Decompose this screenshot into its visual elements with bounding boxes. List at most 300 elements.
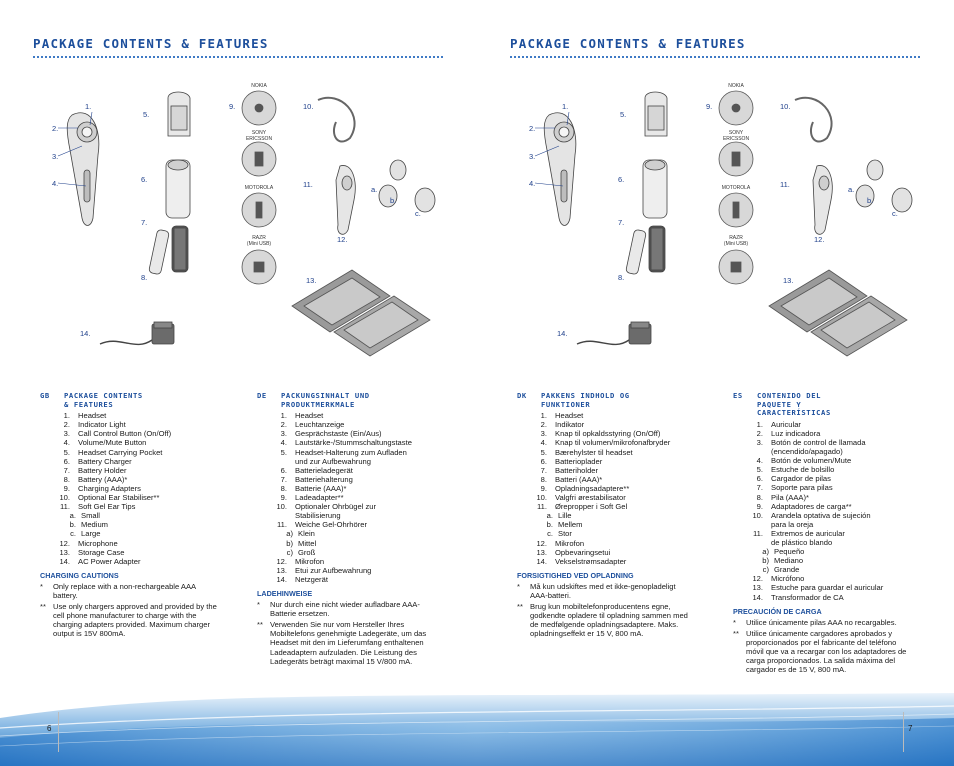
callout-7: 7. [141, 218, 148, 227]
item-text: Indikator [555, 420, 585, 430]
item-number: 13. [59, 547, 70, 557]
list-item [257, 566, 467, 575]
section-title: PACKUNGSINHALT UND PRODUKTMERKMALE [281, 391, 370, 409]
callout-a: a. [371, 185, 378, 194]
callout-6: 6. [618, 175, 625, 184]
item-number: 10. [59, 493, 70, 503]
adapter-label-sony: SONY ERICSSON [722, 130, 750, 142]
contents-list [40, 411, 235, 566]
list-item [733, 474, 945, 483]
list-subitem [40, 529, 235, 538]
list-item [517, 429, 717, 438]
list-item [517, 466, 717, 475]
list-item [733, 583, 945, 592]
item-number: 8. [63, 474, 70, 484]
item-number: 1. [280, 411, 287, 421]
list-item [257, 448, 467, 466]
item-text: Headset-Halterung zum Aufladen und zur Aufbewahrung [295, 447, 407, 466]
callout-c: c. [415, 209, 421, 218]
list-item [257, 411, 467, 420]
list-item [257, 575, 467, 584]
item-text: Knap til volumen/mikrofonafbryder [555, 438, 671, 448]
item-text: Storage Case [78, 547, 125, 557]
item-text: Knap til opkaldsstyring (On/Off) [555, 429, 661, 439]
item-number: 8. [756, 492, 763, 502]
callout-3: 3. [529, 152, 536, 161]
adapter-label-razr: RAZR (Mini USB) [723, 235, 749, 247]
item-text: Adaptadores de carga** [771, 501, 852, 511]
contents-list [517, 411, 717, 566]
item-number: c. [547, 529, 553, 539]
item-number: 12. [536, 538, 547, 548]
item-number: 4. [756, 456, 763, 466]
list-item [40, 420, 235, 429]
list-item [40, 429, 235, 438]
item-text: Klein [298, 529, 315, 539]
footnote-text: Verwenden Sie nur vom Hersteller Ihres Mobiltelefons genehmigte Ladegeräte, um das Headset mit den im Lieferumfang enthaltenen Ladeadaptern aufzuladen. Die Leistung des Ladegeräts beträgt maximal 15 V/800 mA. [270, 620, 427, 666]
callout-4: 4. [529, 179, 536, 188]
list-item [517, 411, 717, 420]
notes-list [40, 582, 235, 639]
ac-power-adapter [577, 322, 651, 344]
callout-12: 12. [814, 235, 825, 244]
item-number: 2. [280, 420, 287, 430]
footnote [40, 602, 235, 638]
section-title: CONTENIDO DEL PAQUETE Y CARACTERÍSTICAS [757, 391, 831, 418]
item-text: Batteriehalterung [295, 474, 353, 484]
list-item [517, 557, 717, 566]
footnote-text: Only replace with a non-rechargeable AAA battery. [53, 581, 197, 600]
item-text: Small [81, 511, 100, 521]
footnote [517, 602, 717, 638]
callout-7: 7. [618, 218, 625, 227]
title-dotted-rule [33, 56, 443, 58]
item-text: Batteriholder [555, 465, 599, 475]
notes-list [517, 582, 717, 639]
list-item [40, 475, 235, 484]
item-number: a. [546, 511, 553, 521]
list-item [257, 466, 467, 475]
page-title: PACKAGE CONTENTS & FEATURES [33, 36, 269, 51]
footnote [40, 582, 235, 600]
de-section [257, 392, 467, 668]
item-text: Battery (AAA)* [78, 474, 128, 484]
adapter-label-nokia: NOKIA [728, 83, 744, 89]
list-subitem [733, 565, 945, 574]
list-item [40, 484, 235, 493]
item-text: Soporte para pilas [771, 483, 833, 493]
footnote-text: Use only chargers approved and provided by the cell phone manufacturer to charge with the charging adapters provided. Maximum charger output is 15V 800mA. [53, 602, 217, 639]
callout-9: 9. [706, 102, 713, 111]
list-item [733, 502, 945, 511]
language-code: DE [257, 391, 267, 400]
item-text: Indicator Light [78, 420, 126, 430]
footnote [733, 629, 945, 674]
list-item [517, 438, 717, 447]
item-text: Estuche de bolsillo [771, 465, 835, 475]
list-item [517, 548, 717, 557]
footnote-marker: * [517, 581, 520, 591]
list-item [257, 429, 467, 438]
list-item [40, 493, 235, 502]
carrying-pocket [645, 92, 667, 136]
product-illustration [517, 70, 937, 370]
item-text: Soft Gel Ear Tips [78, 502, 136, 512]
item-text: Stor [558, 529, 572, 539]
adapter-label-motorola: MOTOROLA [721, 185, 751, 191]
item-number: 2. [756, 428, 763, 438]
callout-1: 1. [85, 102, 92, 111]
battery-charger [166, 160, 190, 218]
list-subitem [40, 511, 235, 520]
section-heading [257, 392, 467, 409]
footnote-marker: * [40, 581, 43, 591]
item-number: 7. [63, 465, 70, 475]
item-text: AC Power Adapter [78, 556, 141, 566]
callout-c: c. [892, 209, 898, 218]
footnote-marker: * [257, 600, 260, 610]
item-text: Volume/Mute Button [78, 438, 147, 448]
battery-holder [172, 226, 188, 272]
item-number: 3. [63, 429, 70, 439]
product-figure [517, 70, 937, 370]
ear-stabiliser [318, 98, 355, 142]
footnote-text: Nur durch eine nicht wieder aufladbare AAA- Batterie ersetzen. [270, 600, 420, 619]
callout-10: 10. [303, 102, 314, 111]
item-text: Headset [78, 411, 107, 421]
item-number: 6. [63, 456, 70, 466]
footnote-marker: ** [257, 620, 263, 630]
list-item [733, 420, 945, 429]
item-number: 10. [276, 502, 287, 512]
item-text: Netzgerät [295, 574, 328, 584]
item-text: Charging Adapters [78, 483, 141, 493]
item-text: Pila (AAA)* [771, 492, 809, 502]
list-item [517, 420, 717, 429]
item-number: 5. [756, 465, 763, 475]
item-number: 7. [540, 465, 547, 475]
item-text: Headset Carrying Pocket [78, 447, 163, 457]
item-text: Medium [81, 520, 109, 530]
callout-13: 13. [783, 276, 794, 285]
language-code: DK [517, 391, 527, 400]
item-number: 1. [540, 411, 547, 421]
footnote-text: Brug kun mobiltelefonproducentens egne, godkendte opladere til opladning sammen med de medfølgende opladningsadaptere. Maks. opladningseffekt er 15 V, 800 mA. [530, 602, 688, 639]
item-number: 7. [280, 474, 287, 484]
footer-divider [58, 712, 59, 752]
callout-8: 8. [141, 273, 148, 282]
right-page [477, 0, 954, 766]
section-title: PAKKENS INDHOLD OG FUNKTIONER [541, 391, 630, 409]
caution-heading: FORSIGTIGHED VED OPLADNING [517, 570, 634, 580]
list-item [517, 457, 717, 466]
item-number: 3. [280, 429, 287, 439]
list-item [40, 539, 235, 548]
ear-stabiliser [795, 98, 832, 142]
callout-3: 3. [52, 152, 59, 161]
callout-11: 11. [303, 180, 313, 189]
footnote [517, 582, 717, 600]
item-text: Luz indicadora [771, 428, 821, 438]
item-number: 4. [63, 438, 70, 448]
list-item [257, 484, 467, 493]
list-item [733, 438, 945, 456]
callout-11: 11. [780, 180, 790, 189]
item-number: a) [286, 529, 293, 539]
carrying-pocket [168, 92, 190, 136]
item-text: Estuche para guardar el auricular [771, 583, 884, 593]
callout-8: 8. [618, 273, 625, 282]
list-item [40, 548, 235, 557]
list-item [517, 484, 717, 493]
item-text: Batterie (AAA)* [295, 483, 347, 493]
adapter-label-razr: RAZR (Mini USB) [246, 235, 272, 247]
page-number: 7 [908, 724, 913, 733]
item-text: Batterioplader [555, 456, 603, 466]
item-text: Leuchtanzeige [295, 420, 345, 430]
list-item [40, 411, 235, 420]
section-title: PACKAGE CONTENTS & FEATURES [64, 391, 143, 409]
list-item [733, 456, 945, 465]
callout-a: a. [848, 185, 855, 194]
item-number: 3. [756, 437, 763, 447]
language-code: ES [733, 391, 743, 400]
notes-list [257, 600, 467, 666]
footnote-marker: ** [733, 628, 739, 638]
footnote-marker: * [733, 617, 736, 627]
page-number: 6 [47, 724, 52, 733]
item-number: 9. [540, 483, 547, 493]
battery-charger [643, 160, 667, 218]
item-text: Grande [774, 565, 800, 575]
list-subitem [517, 529, 717, 538]
caution-heading: LADEHINWEISE [257, 588, 313, 598]
item-text: Lautstärke-/Stummschaltungstaste [295, 438, 412, 448]
item-text: Microphone [78, 538, 118, 548]
item-number: b) [762, 556, 769, 566]
item-number: 1. [63, 411, 70, 421]
list-item [733, 593, 945, 602]
item-number: 10. [752, 510, 763, 520]
adapter-label-nokia: NOKIA [251, 83, 267, 89]
ear-tips [856, 160, 912, 212]
section-heading [40, 392, 235, 409]
list-subitem [517, 520, 717, 529]
item-text: Call Control Button (On/Off) [78, 429, 172, 439]
item-number: 12. [752, 574, 763, 584]
product-illustration [40, 70, 460, 370]
list-subitem [40, 520, 235, 529]
item-number: 11. [60, 502, 70, 512]
item-number: 1. [756, 419, 763, 429]
list-item [40, 466, 235, 475]
list-item [517, 539, 717, 548]
notes-list [733, 618, 945, 675]
battery [626, 229, 647, 275]
language-code: GB [40, 391, 50, 400]
item-number: 5. [63, 447, 70, 457]
item-text: Extremos de auricular de plástico blando [771, 528, 845, 547]
item-text: Mittel [298, 538, 317, 548]
item-number: 11. [277, 520, 287, 530]
item-number: 9. [63, 483, 70, 493]
item-number: 11. [537, 502, 547, 512]
list-item [257, 420, 467, 429]
item-text: Botón de control de llamada (encendido/apagado) [771, 437, 866, 457]
callout-14: 14. [80, 329, 91, 338]
callout-2: 2. [529, 124, 536, 133]
item-text: Bærehylster til headset [555, 447, 633, 457]
item-text: Transformador de CA [771, 592, 844, 602]
item-number: 6. [280, 465, 287, 475]
item-number: 10. [536, 493, 547, 503]
item-number: 5. [280, 447, 287, 457]
item-number: b. [69, 520, 76, 530]
item-number: 14. [536, 556, 547, 566]
list-item [40, 457, 235, 466]
list-item [40, 502, 235, 511]
item-text: Headset [295, 411, 324, 421]
product-figure [40, 70, 460, 370]
list-item [517, 502, 717, 511]
list-item [733, 529, 945, 547]
footnote-text: Må kun udskiftes med et ikke-genopladeligt AAA-batteri. [530, 581, 676, 600]
item-text: Lille [558, 511, 572, 521]
footer-divider [903, 712, 904, 752]
item-text: Ladeadapter** [295, 493, 344, 503]
headset-illustration [544, 113, 576, 226]
item-number: 5. [540, 447, 547, 457]
list-item [40, 557, 235, 566]
gb-section [40, 392, 235, 640]
callout-12: 12. [337, 235, 348, 244]
list-item [517, 475, 717, 484]
item-number: 11. [753, 528, 763, 538]
item-text: Opbevaringsetui [555, 547, 611, 557]
page-title: PACKAGE CONTENTS & FEATURES [510, 36, 746, 51]
list-item [733, 511, 945, 529]
battery [149, 229, 170, 275]
item-number: 12. [276, 556, 287, 566]
item-text: Micrófono [771, 574, 805, 584]
footnote [257, 600, 467, 618]
item-number: 14. [59, 556, 70, 566]
item-text: Mikrofon [555, 538, 585, 548]
item-text: Valgfri ørestabilisator [555, 493, 626, 503]
item-text: Botón de volumen/Mute [771, 456, 852, 466]
item-text: Mellem [558, 520, 583, 530]
list-item [517, 448, 717, 457]
title-dotted-rule [510, 56, 920, 58]
list-item [733, 493, 945, 502]
item-number: 4. [540, 438, 547, 448]
footnote-marker: ** [517, 602, 523, 612]
callout-b: b. [867, 196, 874, 205]
item-text: Groß [298, 547, 316, 557]
item-text: Optional Ear Stabiliser** [78, 493, 160, 503]
item-number: 13. [752, 583, 763, 593]
section-heading [517, 392, 717, 409]
item-number: c) [286, 547, 293, 557]
item-number: 7. [756, 483, 763, 493]
list-subitem [733, 547, 945, 556]
item-number: 13. [536, 547, 547, 557]
callout-10: 10. [780, 102, 791, 111]
list-item [40, 438, 235, 447]
list-subitem [257, 529, 467, 538]
item-number: 6. [540, 456, 547, 466]
callout-9: 9. [229, 102, 236, 111]
item-text: Ørepropper i Soft Gel [555, 502, 628, 512]
callout-b: b. [390, 196, 397, 205]
adapter-label-sony: SONY ERICSSON [245, 130, 273, 142]
item-text: Optionaler Ohrbügel zur Stabilisierung [295, 502, 377, 521]
contents-list [257, 411, 467, 584]
list-subitem [517, 511, 717, 520]
item-text: Cargador de pilas [771, 474, 831, 484]
item-number: c) [762, 565, 769, 575]
es-section [733, 392, 945, 676]
item-number: 9. [756, 501, 763, 511]
caution-heading: CHARGING CAUTIONS [40, 570, 119, 580]
item-number: a) [762, 547, 769, 557]
footnote [733, 618, 945, 627]
section-heading [733, 392, 945, 418]
callout-1: 1. [562, 102, 569, 111]
callout-14: 14. [557, 329, 568, 338]
list-item [517, 493, 717, 502]
item-text: Auricular [771, 419, 801, 429]
list-item [733, 574, 945, 583]
ac-power-adapter [100, 322, 174, 344]
list-item [257, 502, 467, 520]
item-text: Etui zur Aufbewahrung [295, 565, 372, 575]
item-number: b. [546, 520, 553, 530]
list-item [257, 475, 467, 484]
item-text: Mediano [774, 556, 804, 566]
item-text: Battery Holder [78, 465, 127, 475]
callout-5: 5. [620, 110, 627, 119]
item-text: Opladningsadaptere** [555, 483, 630, 493]
item-number: 2. [540, 420, 547, 430]
headset-illustration [67, 113, 99, 226]
list-item [733, 429, 945, 438]
item-text: Headset [555, 411, 584, 421]
callout-4: 4. [52, 179, 59, 188]
footnote-text: Utilice únicamente cargadores aprobados y proporcionados por el fabricante del teléfono móvil que va a recargar con los adaptadores de carga proporcionados. La salida máxima del cargador es de 15 V, 800 mA. [746, 628, 907, 675]
headset-side-view [813, 165, 832, 234]
item-number: c. [70, 529, 76, 539]
item-number: 12. [59, 538, 70, 548]
list-item [733, 483, 945, 492]
item-number: 3. [540, 429, 547, 439]
item-text: Batterieladegerät [295, 465, 353, 475]
item-text: Vekselstrømsadapter [555, 556, 627, 566]
item-text: Gesprächstaste (Ein/Aus) [295, 429, 382, 439]
item-number: 14. [276, 574, 287, 584]
item-number: 8. [540, 474, 547, 484]
item-number: 4. [280, 438, 287, 448]
callout-5: 5. [143, 110, 150, 119]
footnote-marker: ** [40, 602, 46, 612]
footnote [257, 620, 467, 665]
ear-tips [379, 160, 435, 212]
adapter-label-motorola: MOTOROLA [244, 185, 274, 191]
callout-13: 13. [306, 276, 317, 285]
item-number: 8. [280, 483, 287, 493]
list-item [40, 448, 235, 457]
item-text: Arandela optativa de sujeción para la oreja [771, 510, 871, 529]
